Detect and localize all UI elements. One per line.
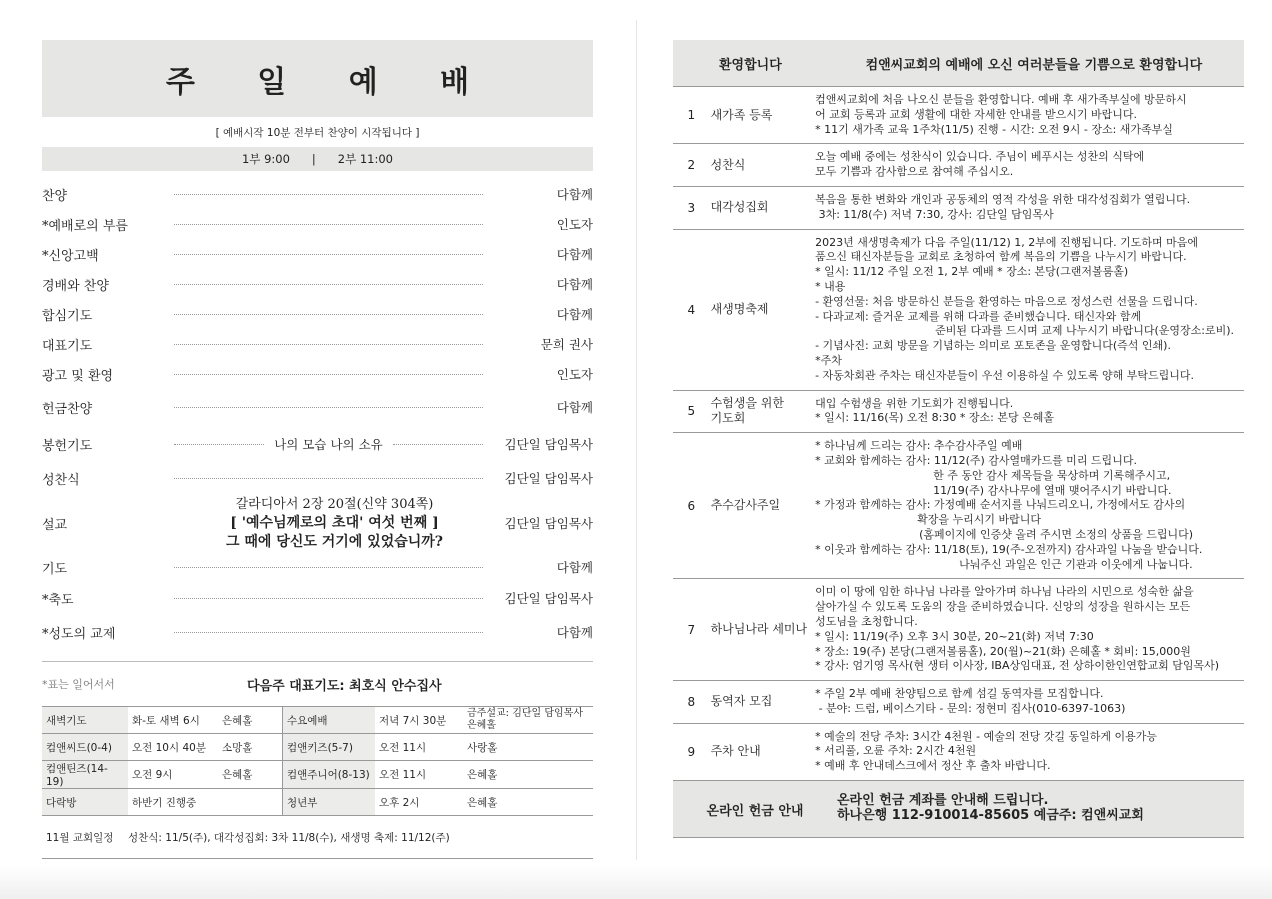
service2-time: 2부 11:00 xyxy=(337,152,393,166)
description-line: * 장소: 19(주) 본당(그랜저볼룸홀), 20(월)~21(화) 은혜홀 * 회비: 15,000원 xyxy=(815,644,1191,658)
description-line: - 환영선물: 처음 방문하신 분들을 환영하는 마음으로 정성스런 선물을 드립니다. xyxy=(815,294,1198,308)
sermon-scripture: 갈라디아서 2장 20절(신약 304쪽) xyxy=(235,496,434,512)
item-title: 주차 안내 xyxy=(710,723,816,780)
november-text: 성찬식: 11/5(주), 대각성집회: 3차 11/8(수), 새생명 축제: 11/12(주) xyxy=(128,831,450,844)
order-name: *신앙고백 xyxy=(42,248,99,264)
leader-dots xyxy=(174,254,483,255)
order-name: 기도 xyxy=(42,561,68,577)
order-row xyxy=(42,389,593,425)
order-name: *예배로의 부름 xyxy=(42,218,128,234)
page-title: 주 일 예 배 xyxy=(42,40,593,117)
description-line: 11/19(주) 감사나무에 열매 맺어주시기 바랍니다. xyxy=(933,483,1172,497)
description-line: * 일시: 11/12 주일 오전 1, 2부 예배 * 장소: 본당(그랜저볼룸홀) xyxy=(815,265,1129,279)
leader-dots xyxy=(393,444,483,445)
item-title: 동역자 모집 xyxy=(710,681,816,724)
description-line: * 일시: 11/16(목) 오전 8:30 * 장소: 본당 은혜홀 xyxy=(815,411,1054,425)
order-row xyxy=(42,553,593,581)
item-description xyxy=(815,681,1244,724)
start-note: [ 예배시작 10분 전부터 찬양이 시작됩니다 ] xyxy=(215,127,420,139)
standing-note: *표는 일어서서 xyxy=(42,678,115,691)
footer-row xyxy=(673,781,1244,838)
description-line: * 예술의 전당 주차: 3시간 4천원 - 예술의 전당 갓길 동일하게 이용가능 xyxy=(815,729,1157,743)
description-line: 나눠주신 과일은 인근 기관과 이웃에게 나눕니다. xyxy=(959,557,1193,571)
leader-dots xyxy=(174,284,483,285)
table-row xyxy=(42,734,593,761)
item-number: 9 xyxy=(673,723,710,780)
schedule-place: 금주설교: 김단일 담임목사 은혜홀 xyxy=(463,707,593,734)
offering-line1: 온라인 헌금 계좌를 안내해 드립니다. xyxy=(837,793,1049,809)
item-number: 4 xyxy=(673,229,710,390)
order-leader: 다함께 xyxy=(556,560,593,575)
schedule-label: 컴앤주니어(8-13) xyxy=(283,761,376,789)
order-row xyxy=(42,463,593,493)
description-line: 오늘 예배 중에는 성찬식이 있습니다. 주님이 베푸시는 성찬의 식탁에 xyxy=(815,150,1145,164)
description-line: 살아가실 수 있도록 도움의 장을 준비하였습니다. 신앙의 성장을 원하시는 모든 xyxy=(815,600,1191,614)
description-line: - 기념사진: 교회 방문을 기념하는 의미로 포토존을 운영합니다(즉석 인쇄). xyxy=(815,339,1171,353)
item-description xyxy=(815,723,1244,780)
schedule-label: 다락방 xyxy=(42,789,128,816)
leader-dots xyxy=(174,598,483,599)
item-number: 7 xyxy=(673,579,710,681)
item-title: 대각성집회 xyxy=(710,186,816,229)
item-description xyxy=(815,229,1244,390)
item-description xyxy=(815,87,1244,144)
leader-dots xyxy=(174,374,483,375)
description-line: 준비된 다과를 드시며 교제 나누시기 바랍니다(운영장소:로비). xyxy=(935,324,1234,338)
description-line: 이미 이 땅에 임한 하나님 나라를 알아가며 하나님 나라의 시민으로 성숙한 삶을 xyxy=(815,585,1194,599)
schedule-label: 수요예배 xyxy=(283,707,376,734)
order-name: *성도의 교제 xyxy=(42,626,116,642)
announcement-row xyxy=(673,681,1244,724)
order-name: 성찬식 xyxy=(42,472,80,488)
order-row xyxy=(42,269,593,299)
online-offering-info xyxy=(837,781,1244,838)
item-number: 8 xyxy=(673,681,710,724)
item-title: 새생명축제 xyxy=(710,229,816,390)
service-times-bar xyxy=(42,147,593,171)
order-leader: 김단일 담임목사 xyxy=(504,516,593,531)
order-name: 합심기도 xyxy=(42,308,93,324)
welcome-title: 환영합니다 xyxy=(673,40,865,87)
schedule-label: 새벽기도 xyxy=(42,707,128,734)
order-name: 경배와 찬양 xyxy=(42,278,109,294)
notes-row xyxy=(42,661,593,706)
item-description xyxy=(815,433,1244,579)
description-line: 한 주 동안 감사 제목들을 묵상하며 기록해주시고, xyxy=(933,468,1171,482)
schedule-time: 화-토 새벽 6시 xyxy=(128,707,218,734)
november-label: 11월 교회일정 xyxy=(46,831,114,844)
description-line: 복음을 통한 변화와 개인과 공동체의 영적 각성을 위한 대각성집회가 열립니다. xyxy=(815,192,1191,206)
description-line: 2023년 새생명축제가 다음 주일(11/12) 1, 2부에 진행됩니다. 기도하며 마음에 xyxy=(815,235,1198,249)
order-leader: 다함께 xyxy=(556,625,593,640)
leader-dots xyxy=(174,407,483,408)
item-title: 성찬식 xyxy=(710,144,816,187)
order-leader: 문희 권사 xyxy=(540,337,593,352)
item-title: 수험생을 위한 기도회 xyxy=(710,390,816,433)
item-description xyxy=(815,579,1244,681)
leader-dots xyxy=(174,224,483,225)
service-separator: | xyxy=(311,152,316,166)
page-fold-line xyxy=(636,20,637,860)
description-line: * 일시: 11/19(주) 오후 3시 30분, 20~21(화) 저녁 7:30 xyxy=(815,629,1094,643)
schedule-time: 저녁 7시 30분 xyxy=(375,707,463,734)
description-line: *주차 xyxy=(815,353,842,367)
order-row xyxy=(42,179,593,209)
description-line: 3차: 11/8(수) 저녁 7:30, 강사: 김단일 담임목사 xyxy=(815,207,1054,221)
schedule-place: 은혜홀 xyxy=(463,789,593,816)
item-description xyxy=(815,390,1244,433)
description-line: * 주일 2부 예배 찬양팀으로 함께 섬길 동역자를 모집합니다. xyxy=(815,687,1104,701)
announcement-items xyxy=(673,87,1244,781)
offering-hymn: 나의 모습 나의 소유 xyxy=(274,437,383,452)
schedule-label: 컴앤씨드(0-4) xyxy=(42,734,128,761)
schedule-time: 오전 11시 xyxy=(375,734,463,761)
table-row xyxy=(42,789,593,816)
schedule-time: 오후 2시 xyxy=(375,789,463,816)
schedule-label: 컴앤키즈(5-7) xyxy=(283,734,376,761)
description-line: * 하나님께 드리는 감사: 추수감사주일 예배 xyxy=(815,439,1023,453)
description-line: * 예배 후 안내데스크에서 정산 후 출차 바랍니다. xyxy=(815,759,1051,773)
sermon-info xyxy=(174,495,495,552)
online-offering-title: 온라인 헌금 안내 xyxy=(673,781,837,838)
order-row xyxy=(42,359,593,389)
description-line: 대입 수험생을 위한 기도회가 진행됩니다. xyxy=(815,396,1014,410)
leader-dots xyxy=(174,444,264,445)
table-row xyxy=(42,761,593,789)
order-leader: 김단일 담임목사 xyxy=(504,437,593,452)
description-line: 성도님을 초청합니다. xyxy=(815,614,918,628)
announcements-page xyxy=(673,40,1244,838)
order-name: *축도 xyxy=(42,592,74,608)
description-line: * 서리풀, 오륜 주차: 2시간 4천원 xyxy=(815,744,977,758)
schedule-place: 은혜홀 xyxy=(463,761,593,789)
description-line: 확장을 누리시기 바랍니다 xyxy=(917,513,1041,527)
leader-dots xyxy=(174,314,483,315)
offering-footer xyxy=(673,781,1244,838)
description-line: * 강사: 엄기영 목사(현 생터 이사장, IBA상임대표, 전 상하이한인연합교회 담임목사) xyxy=(815,659,1220,673)
order-leader: 김단일 담임목사 xyxy=(504,471,593,486)
table-header-row xyxy=(673,40,1244,87)
description-line: - 자동차회관 주차는 태신자분들이 우선 이용하실 수 있도록 양해 부탁드립니다. xyxy=(815,368,1195,382)
order-row xyxy=(42,209,593,239)
announcement-row xyxy=(673,229,1244,390)
leader-dots xyxy=(174,567,483,568)
item-number: 1 xyxy=(673,87,710,144)
description-line: * 내용 xyxy=(815,279,846,293)
item-title: 추수감사주일 xyxy=(710,433,816,579)
announcements-table xyxy=(673,40,1244,87)
schedule-time: 오전 11시 xyxy=(375,761,463,789)
schedule-place: 은혜홀 xyxy=(218,707,283,734)
order-leader: 김단일 담임목사 xyxy=(504,591,593,606)
next-week-prayer: 다음주 대표기도: 최호식 안수집사 xyxy=(247,678,442,694)
description-line: 어 교회 등록과 교회 생활에 대한 자세한 안내를 받으시기 바랍니다. xyxy=(815,107,1137,121)
announcement-row xyxy=(673,87,1244,144)
description-line: 모두 기쁨과 감사함으로 참여해 주십시오. xyxy=(815,165,1014,179)
order-leader: 다함께 xyxy=(556,247,593,262)
leader-dots xyxy=(174,194,483,195)
announcement-row xyxy=(673,390,1244,433)
schedule-time: 하반기 진행중 xyxy=(128,789,218,816)
order-name: 봉헌기도 xyxy=(42,438,93,454)
announcement-row xyxy=(673,186,1244,229)
item-number: 6 xyxy=(673,433,710,579)
order-name: 대표기도 xyxy=(42,338,93,354)
worship-order-page xyxy=(42,40,593,859)
order-row xyxy=(42,329,593,359)
order-name: 헌금찬양 xyxy=(42,401,93,417)
offering-account: 하나은행 112-910014-85605 예금주: 컴앤씨교회 xyxy=(837,808,1144,824)
item-title: 새가족 등록 xyxy=(710,87,816,144)
schedule-place: 사랑홀 xyxy=(463,734,593,761)
announcement-row xyxy=(673,579,1244,681)
item-number: 5 xyxy=(673,390,710,433)
order-leader: 다함께 xyxy=(556,307,593,322)
welcome-text: 컴앤씨교회의 예배에 오신 여러분들을 기쁨으로 환영합니다 xyxy=(865,40,1244,87)
order-leader: 인도자 xyxy=(556,217,593,232)
order-leader: 다함께 xyxy=(556,400,593,415)
leader-dots xyxy=(174,478,483,479)
schedule-label: 컴앤틴즈(14-19) xyxy=(42,761,128,789)
item-description xyxy=(815,186,1244,229)
leader-dots xyxy=(174,344,483,345)
item-description xyxy=(815,144,1244,187)
description-line: 컴앤씨교회에 처음 나오신 분들을 환영합니다. 예배 후 새가족부실에 방문하시 xyxy=(815,93,1187,106)
description-line: - 분야: 드럼, 베이스기타 - 문의: 정현미 집사(010-6397-1063) xyxy=(815,701,1126,715)
announcement-row xyxy=(673,723,1244,780)
description-line: (홈페이지에 인증샷 올려 주시면 소정의 상품을 드립니다) xyxy=(919,527,1194,541)
worship-order-list xyxy=(42,179,593,649)
description-line: - 다과교제: 즐거운 교제를 위해 다과를 준비했습니다. 태신자와 함께 xyxy=(815,309,1142,323)
description-line: * 가정과 함께하는 감사: 가정예배 순서지를 나눠드리오니, 가정에서도 감사의 xyxy=(815,498,1186,512)
item-title: 하나님나라 세미나 xyxy=(710,579,816,681)
november-schedule xyxy=(42,816,593,859)
order-row xyxy=(42,299,593,329)
table-row xyxy=(42,707,593,734)
schedule-time: 오전 10시 40분 xyxy=(128,734,218,761)
bottom-shadow xyxy=(0,866,1272,899)
sermon-title: 그 때에 당신도 거기에 있었습니까? xyxy=(225,533,444,550)
schedule-place xyxy=(218,789,283,816)
item-number: 2 xyxy=(673,144,710,187)
order-row xyxy=(42,425,593,463)
schedule-place: 소망홀 xyxy=(218,734,283,761)
description-line: * 11기 새가족 교육 1주차(11/5) 진행 - 시간: 오전 9시 - 장소: 새가족부실 xyxy=(815,122,1173,136)
order-name: 설교 xyxy=(42,517,68,533)
order-row xyxy=(42,239,593,269)
sermon-row xyxy=(42,493,593,553)
order-leader: 다함께 xyxy=(556,187,593,202)
order-row xyxy=(42,615,593,649)
order-name: 광고 및 환영 xyxy=(42,368,114,384)
schedule-label: 청년부 xyxy=(283,789,376,816)
announcement-row xyxy=(673,433,1244,579)
schedule-table xyxy=(42,706,593,816)
order-leader: 인도자 xyxy=(556,367,593,382)
order-leader: 다함께 xyxy=(556,277,593,292)
order-name: 찬양 xyxy=(42,188,68,204)
schedule-place: 은혜홀 xyxy=(218,761,283,789)
order-row xyxy=(42,581,593,615)
leader-dots xyxy=(174,632,483,633)
service1-time: 1부 9:00 xyxy=(241,152,290,166)
schedule-time: 오전 9시 xyxy=(128,761,218,789)
description-line: * 이웃과 함께하는 감사: 11/18(토), 19(주-오전까지) 감사과일 나눔을 받습니다. xyxy=(815,542,1203,556)
item-number: 3 xyxy=(673,186,710,229)
description-line: * 교회와 함께하는 감사: 11/12(주) 감사열매카드를 미리 드립니다. xyxy=(815,453,1137,467)
sermon-series: [ '예수님께로의 초대' 여섯 번째 ] xyxy=(230,514,439,531)
description-line: 품으신 태신자분들을 교회로 초청하여 함께 복음의 기쁨을 나누시기 바랍니다. xyxy=(815,250,1187,264)
announcement-row xyxy=(673,144,1244,187)
